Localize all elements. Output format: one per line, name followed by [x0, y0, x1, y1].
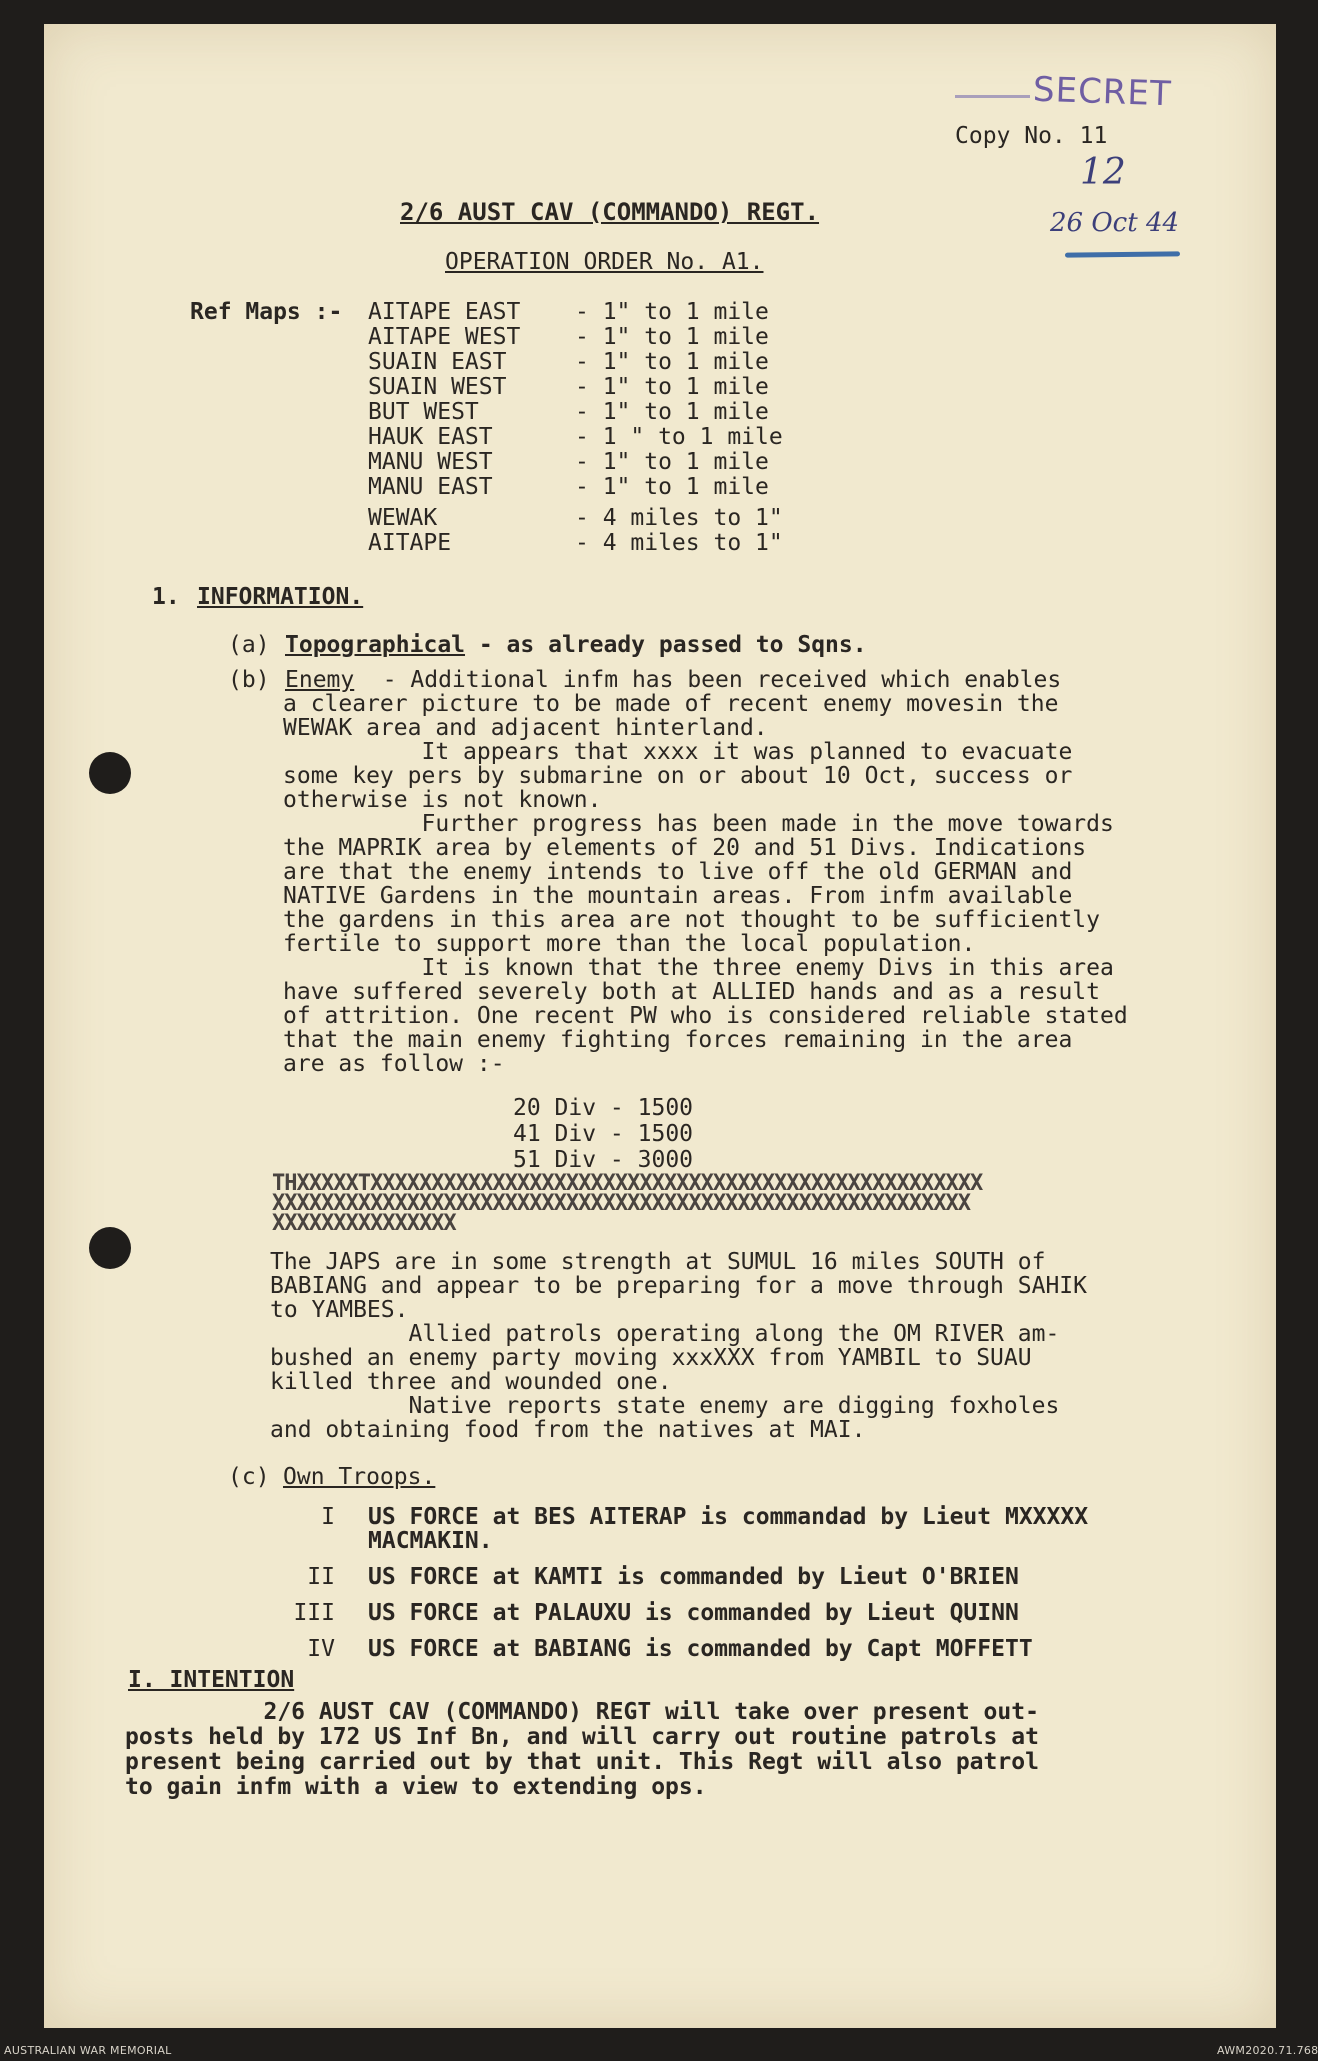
- enemy-text-line: fertile to support more than the local population.: [283, 931, 976, 957]
- handwritten-copy-number: 12: [1080, 152, 1126, 193]
- footer-reference: AWM2020.71.768: [1217, 2044, 1318, 2057]
- troop-line: US FORCE at PALAUXU is commanded by Lieut QUINN: [368, 1600, 1019, 1626]
- enemy-text-line: otherwise is not known.: [283, 787, 602, 813]
- document-title: 2/6 AUST CAV (COMMANDO) REGT.: [400, 198, 820, 226]
- enemy-text-line: Native reports state enemy are digging foxholes: [270, 1393, 1060, 1419]
- section-number: 1.: [152, 584, 180, 610]
- ref-map-scale: - 1" to 1 mile: [575, 324, 769, 350]
- enemy-text-line: NATIVE Gardens in the mountain areas. From infm available: [283, 883, 1073, 909]
- ref-map-name: AITAPE: [368, 530, 452, 556]
- enemy-text-line: It appears that xxxx it was planned to evacuate: [283, 739, 1073, 765]
- ref-map-scale: - 1" to 1 mile: [575, 349, 769, 375]
- para-b-title: Enemy: [285, 667, 355, 693]
- ref-map-name: SUAIN EAST: [368, 349, 507, 375]
- ref-map-name: BUT WEST: [368, 399, 479, 425]
- enemy-text-line: the gardens in this area are not thought to be sufficiently: [283, 907, 1100, 933]
- troop-number: III: [293, 1600, 335, 1626]
- enemy-text-line: are as follow :-: [283, 1051, 505, 1077]
- enemy-text-line: bushed an enemy party moving xxxXXX from YAMBIL to SUAU: [270, 1345, 1032, 1371]
- punch-hole: [89, 752, 131, 794]
- troop-number: IV: [307, 1636, 335, 1662]
- troop-line: US FORCE at BABIANG is commanded by Capt MOFFETT: [368, 1636, 1033, 1662]
- enemy-text-line: of attrition. One recent PW who is considered reliable stated: [283, 1003, 1128, 1029]
- enemy-text-line: - Additional infm has been received which enables: [355, 667, 1062, 693]
- ref-map-scale: - 1" to 1 mile: [575, 399, 769, 425]
- division-strength-line: 51 Div - 3000: [513, 1147, 694, 1173]
- enemy-text-line: to YAMBES.: [270, 1297, 409, 1323]
- ref-map-name: HAUK EAST: [368, 424, 493, 450]
- ref-map-name: SUAIN WEST: [368, 374, 507, 400]
- ref-map-name: AITAPE EAST: [368, 299, 521, 325]
- para-a-label: (a): [228, 632, 270, 658]
- enemy-text-line: Allied patrols operating along the OM RIVER am-: [270, 1321, 1060, 1347]
- struck-out-line: XXXXXXXXXXXXXXXXXXXXXXXXXXXXXXXXXXXXXXXXXXXXXXXXXXXXXXXXX: [272, 1191, 970, 1216]
- para-a-title: Topographical: [285, 632, 466, 658]
- enemy-text-line: and obtaining food from the natives at MAI.: [270, 1417, 866, 1443]
- ref-map-scale: - 1" to 1 mile: [575, 449, 769, 475]
- secret-stamp: SECRET: [1032, 69, 1173, 115]
- troop-number: II: [307, 1564, 335, 1590]
- ref-map-name: AITAPE WEST: [368, 324, 521, 350]
- troop-line: US FORCE at KAMTI is commanded by Lieut O'BRIEN: [368, 1564, 1019, 1590]
- enemy-text-line: the MAPRIK area by elements of 20 and 51 Divs. Indications: [283, 835, 1087, 861]
- ref-map-name: MANU WEST: [368, 449, 493, 475]
- enemy-text-line: Further progress has been made in the move towards: [283, 811, 1114, 837]
- enemy-text-line: that the main enemy fighting forces remaining in the area: [283, 1027, 1073, 1053]
- ref-map-name: WEWAK: [368, 505, 438, 531]
- enemy-text-line: a clearer picture to be made of recent enemy movesin the: [283, 691, 1059, 717]
- para-a-text-line: [285, 633, 867, 657]
- enemy-text-line: killed three and wounded one.: [270, 1369, 672, 1395]
- enemy-text-line: have suffered severely both at ALLIED hands and as a result: [283, 979, 1100, 1005]
- intention-text-line: to gain infm with a view to extending ops.: [125, 1774, 707, 1800]
- struck-out-line: XXXXXXXXXXXXXXX: [272, 1211, 456, 1236]
- ref-map-scale: - 1" to 1 mile: [575, 299, 769, 325]
- troop-line: US FORCE at BES AITERAP is commandad by Lieut MXXXXX: [368, 1504, 1089, 1530]
- enemy-text-line: are that the enemy intends to live off the old GERMAN and: [283, 859, 1073, 885]
- para-a-text: - as already passed to Sqns.: [465, 632, 867, 658]
- punch-hole: [89, 1227, 131, 1269]
- ref-map-scale: - 1 " to 1 mile: [575, 424, 783, 450]
- ref-map-scale: - 1" to 1 mile: [575, 474, 769, 500]
- ref-map-scale: - 4 miles to 1": [575, 505, 783, 531]
- intention-heading: I. INTENTION: [128, 1667, 295, 1693]
- para-c-label: (c): [228, 1464, 270, 1490]
- ref-maps-label: Ref Maps :-: [190, 299, 343, 325]
- ref-map-name: MANU EAST: [368, 474, 493, 500]
- ref-map-scale: - 4 miles to 1": [575, 530, 783, 556]
- troop-line: MACMAKIN.: [368, 1528, 493, 1554]
- enemy-text-line: BABIANG and appear to be preparing for a move through SAHIK: [270, 1273, 1087, 1299]
- intention-text-line: posts held by 172 US Inf Bn, and will carry out routine patrols at: [125, 1724, 1039, 1750]
- order-title: OPERATION ORDER No. A1.: [445, 249, 764, 275]
- enemy-text-line: some key pers by submarine on or about 10 Oct, success or: [283, 763, 1073, 789]
- handwritten-date: 26 Oct 44: [1050, 208, 1180, 238]
- stamp-smudge: [955, 95, 1030, 98]
- copy-number: Copy No. 11: [955, 123, 1108, 149]
- ref-map-scale: - 1" to 1 mile: [575, 374, 769, 400]
- division-strength-line: 41 Div - 1500: [513, 1121, 694, 1147]
- struck-out-line: THXXXXXTXXXXXXXXXXXXXXXXXXXXXXXXXXXXXXXXXXXXXXXXXXXXXXXXXX: [272, 1171, 983, 1196]
- enemy-text-line: The JAPS are in some strength at SUMUL 16 miles SOUTH of: [270, 1249, 1046, 1275]
- para-b-label: (b): [228, 667, 270, 693]
- enemy-text-line: It is known that the three enemy Divs in this area: [283, 955, 1114, 981]
- division-strength-line: 20 Div - 1500: [513, 1095, 694, 1121]
- para-c-title: Own Troops.: [283, 1464, 436, 1490]
- intention-text-line: 2/6 AUST CAV (COMMANDO) REGT will take over present out-: [125, 1699, 1039, 1725]
- intention-text-line: present being carried out by that unit. This Regt will also patrol: [125, 1749, 1039, 1775]
- enemy-text-line: WEWAK area and adjacent hinterland.: [283, 715, 768, 741]
- troop-number: I: [321, 1504, 335, 1530]
- footer-archive-name: AUSTRALIAN WAR MEMORIAL: [4, 2044, 172, 2057]
- information-heading: INFORMATION.: [197, 584, 364, 610]
